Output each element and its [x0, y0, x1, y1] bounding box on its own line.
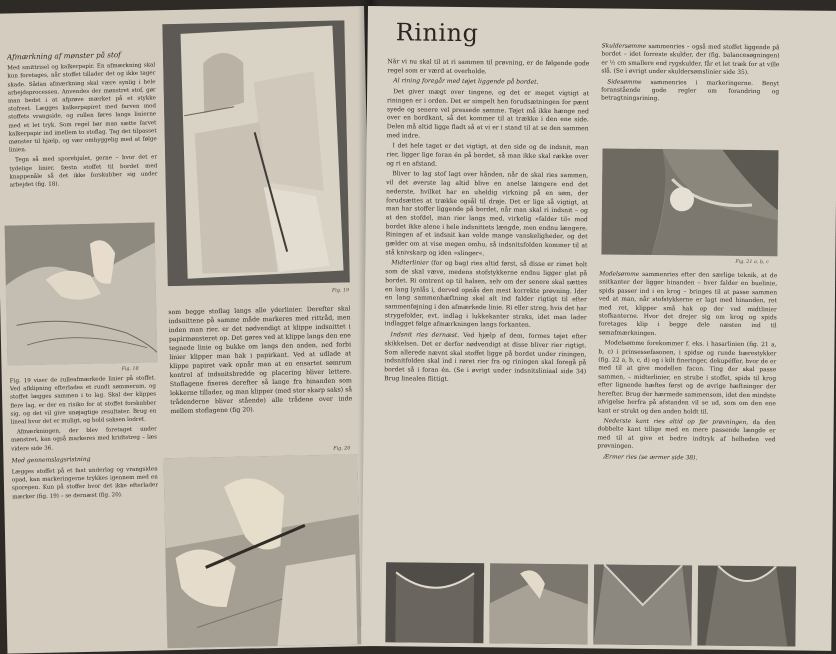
- col2-paragraph-1-head: Skuldersømme: [601, 43, 647, 50]
- figure-19-caption: Fig. 19: [331, 288, 350, 294]
- bodice-c-illustration: [593, 564, 692, 645]
- intro-paragraph: Med smittrisel og kalkerpapir. En afmærkning skal kun foretages, når stoffet tillader det og ikke tager skade. Sådan afmærkning skal være synlig i hele arbejdsprocessen. Anvendes der mønstret stof, gør man bedst i at afprøve mærket på et stykke stofrest. Lægges kalkerpapiret med farven mod stoffets vrangside, og rullen føres langs linierne med et let tryk. Som regel bør man sætte farvet kalkerpapir ind imellem to stoflag. Tag det tilpasset mønster til hjælp, og vær omhyggelig med at følge linien.: [7, 62, 157, 154]
- col1-paragraph-2: I det hele taget er det vigtigt, at den side og de indsnit, man rier, ligger lige foran én på bordet, så man ikke skal række over og ri en afstand.: [386, 142, 589, 168]
- right-col1-block: [382, 58, 589, 570]
- col2-paragraph-6: Ærmer ries (se ærmer side 38).: [603, 454, 698, 462]
- mid-paragraph-2: Afmærkningen, der blev foretaget under mønstret, kan også markeres med kridtstreg – læs videre side 36.: [10, 426, 158, 453]
- left-page: [0, 6, 377, 654]
- col2-paragraph-3-head: Modelsømme: [599, 271, 640, 278]
- figure-22b-photo: [489, 563, 588, 644]
- right-page: [361, 6, 836, 651]
- figure-22d-photo: [697, 565, 796, 646]
- pattern-pieces-illustration: [162, 20, 349, 286]
- bodice-a-illustration: [385, 562, 484, 643]
- garment-seams-illustration: [601, 148, 778, 256]
- hands-tracing-illustration: [5, 222, 158, 365]
- figure-18-caption: Fig. 18: [121, 366, 139, 373]
- col2-paragraph-2-head: Sidesømme: [607, 79, 642, 86]
- bodice-b-illustration: [489, 563, 588, 644]
- hands-cutting-illustration: [163, 454, 361, 648]
- col2-paragraph-1: sammenries – også med stoffet liggende på bordet – idet forreste skulder, der (fig. balancesøgningen) er ½ cm smallere end rygskulder, får et let træk for at ville slå. (Se i øvrigt under skuldersømslinier side 35).: [601, 43, 780, 77]
- page-title: Rining: [395, 18, 479, 48]
- mid-paragraph: Fig. 19 viser de rulleafmærkede linier på stoffet. Ved afklipning efterlades et rundt sømmerum, og stoffet lægges sammen i to lag. Skal der klippes flere lag, er der en risiko for at stoffet forskubber sig, og det vil give unøjagtige resultater. Brug en lineal hvor det er muligt, og hold saksen lodret.: [9, 375, 157, 426]
- col1-paragraph-4-head: Midterlinier: [391, 259, 429, 268]
- figure-20-caption: Fig. 20: [333, 446, 351, 452]
- intro-paragraph-2: Tegn så med sporehjulet, gerne – hvor det er tydelige linier, fæstn stoffet til bordet med knappenåle så det ikke forskubber sig under arbejdet (fig. 18).: [9, 154, 158, 189]
- figure-20-photo: [163, 454, 361, 648]
- figure-19-photo: [162, 20, 349, 286]
- left-intro-block: [7, 50, 158, 221]
- col1-paragraph-5: Ved hjælp af dem, formes tøjet efter skikkelsen. Det er derfor nødvendigt at disse bliver rier rigtigt. Som allerede nævnt skal stoffet ligge på bordet under riningen, indsnitfolden skal ind i røret rier fra og riningen skal foregå på bordet så i foran én. (Se i øvrigt under indsnitsliniaal side 34) Brug linealen flittigt.: [384, 332, 587, 383]
- sub-heading: Med gennemslagsristning: [11, 455, 91, 465]
- col1-paragraph-5-head: Indsnit ries dernæst.: [390, 331, 460, 340]
- figure-18-photo: [5, 222, 158, 365]
- figure-22a-photo: [385, 562, 484, 643]
- col2-paragraph-5: da den dobbelte kant tillige med en mere passende længde er med til at give et bedre indtryk af helheden ved prøvningen.: [597, 419, 776, 450]
- bottom-paragraph: Lægges stoffet på et fast underlag og vrangsiden opad, kan markeringerne trykkes igennem med en sporepen. Kun på stoffer hvor det ikke efterlader mærker (fig. 19) – se dernæst (fig. 20).: [11, 466, 159, 501]
- left-col2-block: [168, 304, 353, 452]
- left-mid-block: [10, 374, 162, 647]
- right-col2-bottom-block: [596, 270, 777, 562]
- col1-paragraph-1: Det giver mægt over tingene, og det er meget vigtigt at riningen er i orden. Det er simpelt hen forudsætningen for pænt syede og senere vel pressede sømme. Tøjet må ikke hænge ned over en bordkant, så det kommer til at trække i den ene side. Delen må altid ligge fladt så at vi er i stand til at se den sammen med indre.: [386, 88, 590, 140]
- right-col2-top-block: [601, 42, 780, 142]
- col2-paragraph-5-head: Nederste kant ries altid op før prøvningen,: [603, 418, 749, 426]
- col1-paragraph-4: (for og bag) ries altid først, så disse er rimet holt som de skal væve, medens stofstykkerne endnu ligger glat på bordet. Ri omtrent op til halsen, selv om der senere skal sættes en lang lynlås i, derved opnås den mest korrekte prøvning. Ider en lang sammenhæftning skal alt ind falder rigtigt til efter sammenføjning i den afmærkede linie. Ri eller streg, hvis det har strygefolder, evt. indlag i lukkekanter straks, idet man lader indlagget følge afmærkningen langs forkanten.: [384, 260, 588, 330]
- col1-intro: Når vi nu skal til at ri sammen til prøvning, er de følgende gode regel som er værd at overholde.: [387, 58, 590, 75]
- figure-21-caption: Fig. 21 a, b, c: [735, 259, 769, 266]
- col1-paragraph-3: Bliver to lag stof lagt over hånden, når de skal ries sammen, vil det øverste lag altid blive en anelse længere end det nederste, hvilket har en uheldig virkning på en søm, der forudsættes at trække ogsål til drøje. Det er lige så vigtigt, at man har stoffer liggende på bordet, når man skal ri indsnit – og at den stofdel, man rier langs med, virkelig »falder til« mod bordet ikke alene i hele indsnittets længde, men endnu længere. Riningen af et indsnit kan volde mange vanskeligheder, og det gælder om at vise megen omhu, så indsnitsfolden kommer til at stå knivskarp og iden »slinger«.: [385, 170, 589, 257]
- col1-subheading: Al rining foregår med tøjet liggende på bordet.: [393, 77, 539, 87]
- bodice-d-illustration: [697, 565, 796, 646]
- figure-21-photo: [601, 148, 778, 256]
- section-title: Afmærkning af mønster på stof: [6, 50, 121, 62]
- col2-paragraph: som begge stoflag langs alle yderlinier. Derefter skal indsnittene på samme måde markeres med rittråd, men inden man rier, er det nødvendigt at klippe indsnittet i papirmønsteret op. Det gøres ved at klippe langs den ene tegnede linie og bukke om langs den anden, ned forbi linier klipper man hak i papirkant. Ved at udlade at klippe papiret væk opnår man at en ensartet sømrum kontrol af indsnitsbredde og placering bliver lettere. Stoflagene fixeres derefter så lange fra hinanden som lokkerne tillader, og man klipper (med stor skarp saks) så trådenderne bliver stående) alle trådene over inde mellem stoflagene (fig 20).: [168, 305, 353, 416]
- figure-22c-photo: [593, 564, 692, 645]
- col2-paragraph-3: sammenries efter den særlige teknik, at de snitkanter der ligger hinanden – hver falder en buelinie, spids passer ind i en krog – bringes til at passe sammen ved at man, når stofstykkerne er lagt med hinanden, ret med ret, klipper små hak op der ved midtlinier stofkanterne. Hvor det drejer sig om krog og spids foretages klip i begge dele næsten ind til sømafmærkningen.: [598, 271, 778, 337]
- col2-paragraph-2: sammenries i markeringerne. Benyt foranstående gode regler om forandring og betragtningsrining.: [601, 79, 780, 103]
- col2-paragraph-4: Modelsømme forekommer f. eks. i hasarlinien (fig. 21 a, b, c) i prinsessefasonen, i spidse og runde bærestykker (fig. 22 a, b, c, d) og i kilt fineringer, dekupéffer, hvor de er med til at give modellen facon. Ting der skal passe sammen, – midterlinier, en strube i stoffet, spids til krog efter lignende hæftes først og de øvrige hæftninger der herefter. Brug der hærmede sammensom, idet den mindste afvigelse herfra på afstanden vil se ud, som om den ene kant er strukt og den anden holdt til.: [597, 340, 777, 416]
